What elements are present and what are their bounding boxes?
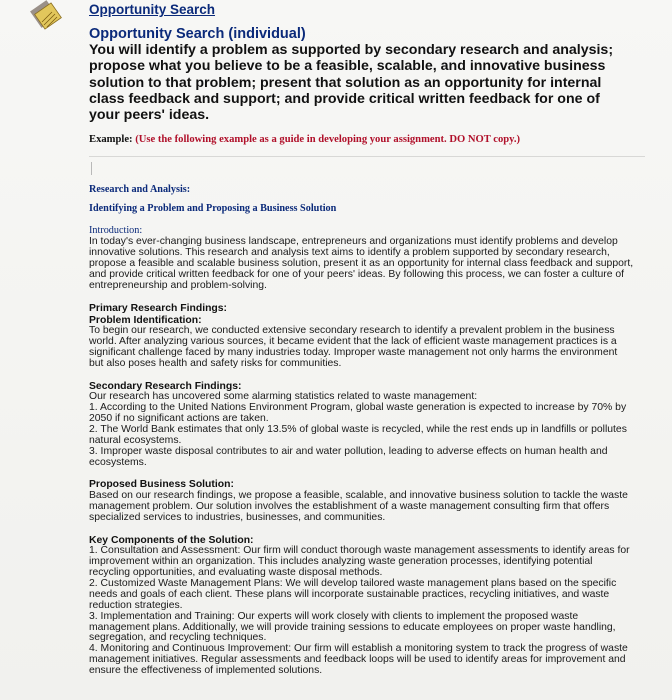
assignment-icon	[30, 0, 70, 36]
example-note: (Use the following example as a guide in developing your assignment. DO NOT copy.)	[135, 134, 521, 146]
secondary-item: 2. The World Bank estimates that only 13.5% of global waste is recycled, while the rest ends up in landfills or pollutes natural ecosystems.	[89, 423, 627, 446]
document-content	[89, 0, 639, 677]
secondary-research-label: Secondary Research Findings:	[89, 380, 242, 392]
secondary-item: 1. According to the United Nations Environment Program, global waste generation is expected to increase by 70% by 2050 if no significant actions are taken.	[89, 402, 627, 424]
key-components-label: Key Components of the Solution:	[89, 534, 254, 546]
problem-identification-text: To begin our research, we conducted extensive secondary research to identify a prevalent problem in the business world. After analyzing various sources, it became evident that the lack of efficient waste management practices is a significant challenge faced by many industries today. Improper waste management not only harms the environment but also poses health and safety risks for communities.	[89, 325, 618, 369]
introduction-label: Introduction:	[89, 225, 143, 237]
example-line	[89, 133, 639, 146]
example-label: Example:	[89, 134, 133, 146]
proposed-solution-label: Proposed Business Solution:	[89, 479, 234, 491]
secondary-item: 3. Improper waste disposal contributes to air and water pollution, leading to adverse effects on human health and ecosystems.	[89, 445, 608, 468]
key-component-item: 2. Customized Waste Management Plans: We will develop tailored waste management plans based on the specific needs and goals of each client. These plans will incorporate sustainable practices, recycling initiatives, and waste reduction strategies.	[89, 577, 617, 611]
key-component-item: 3. Implementation and Training: Our experts will work closely with clients to implement the proposed waste management plans. Additionally, we will provide training sessions to educate employees on proper waste handling, segregation, and recycling techniques.	[89, 610, 616, 644]
problem-solution-heading: Identifying a Problem and Proposing a Business Solution	[89, 203, 337, 215]
assignment-description: You will identify a problem as supported by secondary research and analysis; propose what you believe to be a feasible, scalable, and innovative business solution to that problem; present that solution as an opportunity for internal class feedback and support; and provide critical written feedback for one of your peers' ideas.	[89, 42, 614, 124]
assignment-title: Opportunity Search (individual)	[89, 26, 306, 42]
text-cursor	[91, 162, 92, 175]
introduction-text: In today's ever-changing business landscape, entrepreneurs and organizations must identify problems and develop innovative solutions. This research and analysis text aims to identify a problem supported by secondary research, propose a feasible and scalable business solution, present it as an opportunity for internal class feedback and support, and provide critical written feedback for one of your peers' ideas. By following this process, we can foster a culture of entrepreneurship and problem-solving.	[89, 236, 634, 292]
primary-research-label: Primary Research Findings:	[89, 303, 228, 315]
key-component-item: 1. Consultation and Assessment: Our firm will conduct thorough waste management assessments to identify areas for improvement within an organization. This includes analyzing waste generation processes, identifying potential recycling opportunities, and evaluating waste disposal methods.	[89, 545, 630, 579]
opportunity-search-link[interactable]: Opportunity Search	[89, 2, 216, 17]
divider	[89, 156, 645, 157]
proposed-solution-text: Based on our research findings, we propose a feasible, scalable, and innovative business solution to tackle the waste management problem. Our solution involves the establishment of a waste management consulting firm that offers specialized services to industries, businesses, and communities.	[89, 489, 628, 523]
problem-identification-label: Problem Identification:	[89, 314, 202, 326]
key-component-item: 4. Monitoring and Continuous Improvement: Our firm will establish a monitoring system to track the progress of waste management initiatives. Regular assessments and feedback loops will be used to identify areas for improvement and ensure the effectiveness of implemented solutions.	[89, 643, 628, 677]
research-heading: Research and Analysis:	[89, 184, 191, 196]
secondary-research-intro: Our research has uncovered some alarming statistics related to waste management:	[89, 391, 478, 403]
